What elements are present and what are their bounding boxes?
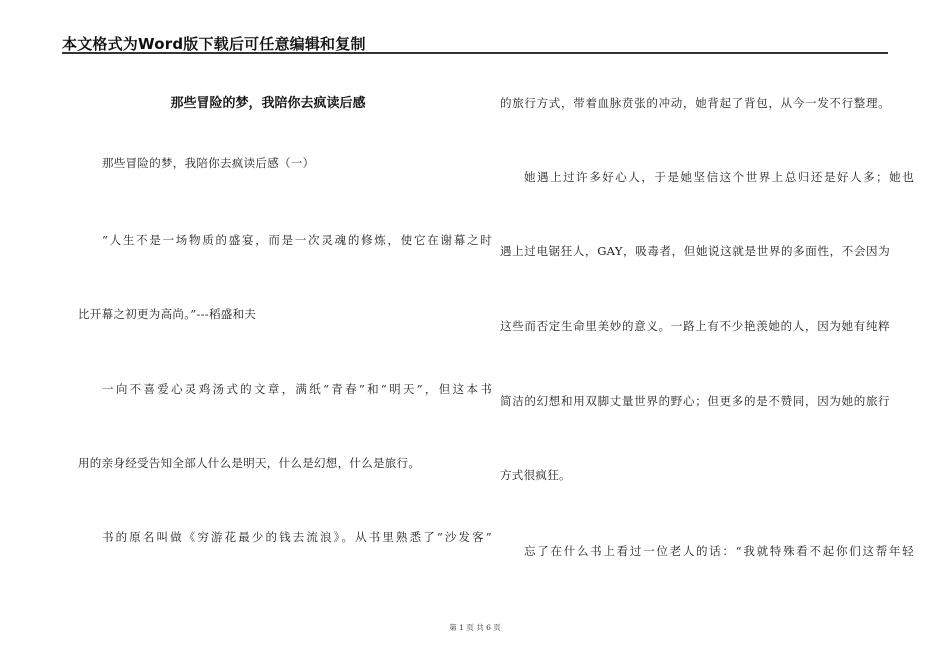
- header-title: 本文格式为Word版下载后可任意编辑和复制: [62, 35, 366, 53]
- paragraph-line: 简洁的幻想和用双脚丈量世界的野心；但更多的是不赞同，因为她的旅行: [500, 394, 890, 408]
- paragraph-line: “人生不是一场物质的盛宴，而是一次灵魂的修炼，使它在谢幕之时: [102, 233, 492, 247]
- paragraph-line: 方式很疯狂。: [500, 468, 571, 482]
- document-title: 那些冒险的梦，我陪你去疯读后感: [170, 96, 366, 111]
- paragraph-line: 书的原名叫做《穷游花最少的钱去流浪》。从书里熟悉了“沙发客”: [102, 530, 492, 544]
- paragraph-line: 的旅行方式，带着血脉贲张的冲动，她背起了背包，从今一发不行整理。: [500, 96, 890, 110]
- paragraph-line: 比开幕之初更为高尚。”---稻盛和夫: [78, 307, 257, 321]
- paragraph-line: 用的亲身经受告知全部人什么是明天，什么是幻想，什么是旅行。: [78, 456, 421, 470]
- paragraph-line: 一向不喜爱心灵鸡汤式的文章，满纸“青春”和“明天”，但这本书: [102, 382, 492, 396]
- header-divider: [62, 52, 888, 54]
- paragraph-line: 那些冒险的梦，我陪你去疯读后感（一）: [102, 156, 315, 170]
- paragraph-line: 她遇上过许多好心人，于是她坚信这个世界上总归还是好人多；她也: [524, 170, 914, 184]
- paragraph-line: 遇上过电锯狂人，GAY，吸毒者，但她说这就是世界的多面性，不会因为: [500, 244, 890, 258]
- page-number: 第 1 页 共 6 页: [449, 623, 501, 632]
- paragraph-line: 这些而否定生命里美妙的意义。一路上有不少艳羡她的人，因为她有纯粹: [500, 319, 890, 333]
- paragraph-line: 忘了在什么书上看过一位老人的话：“我就特殊看不起你们这帮年轻: [524, 544, 914, 558]
